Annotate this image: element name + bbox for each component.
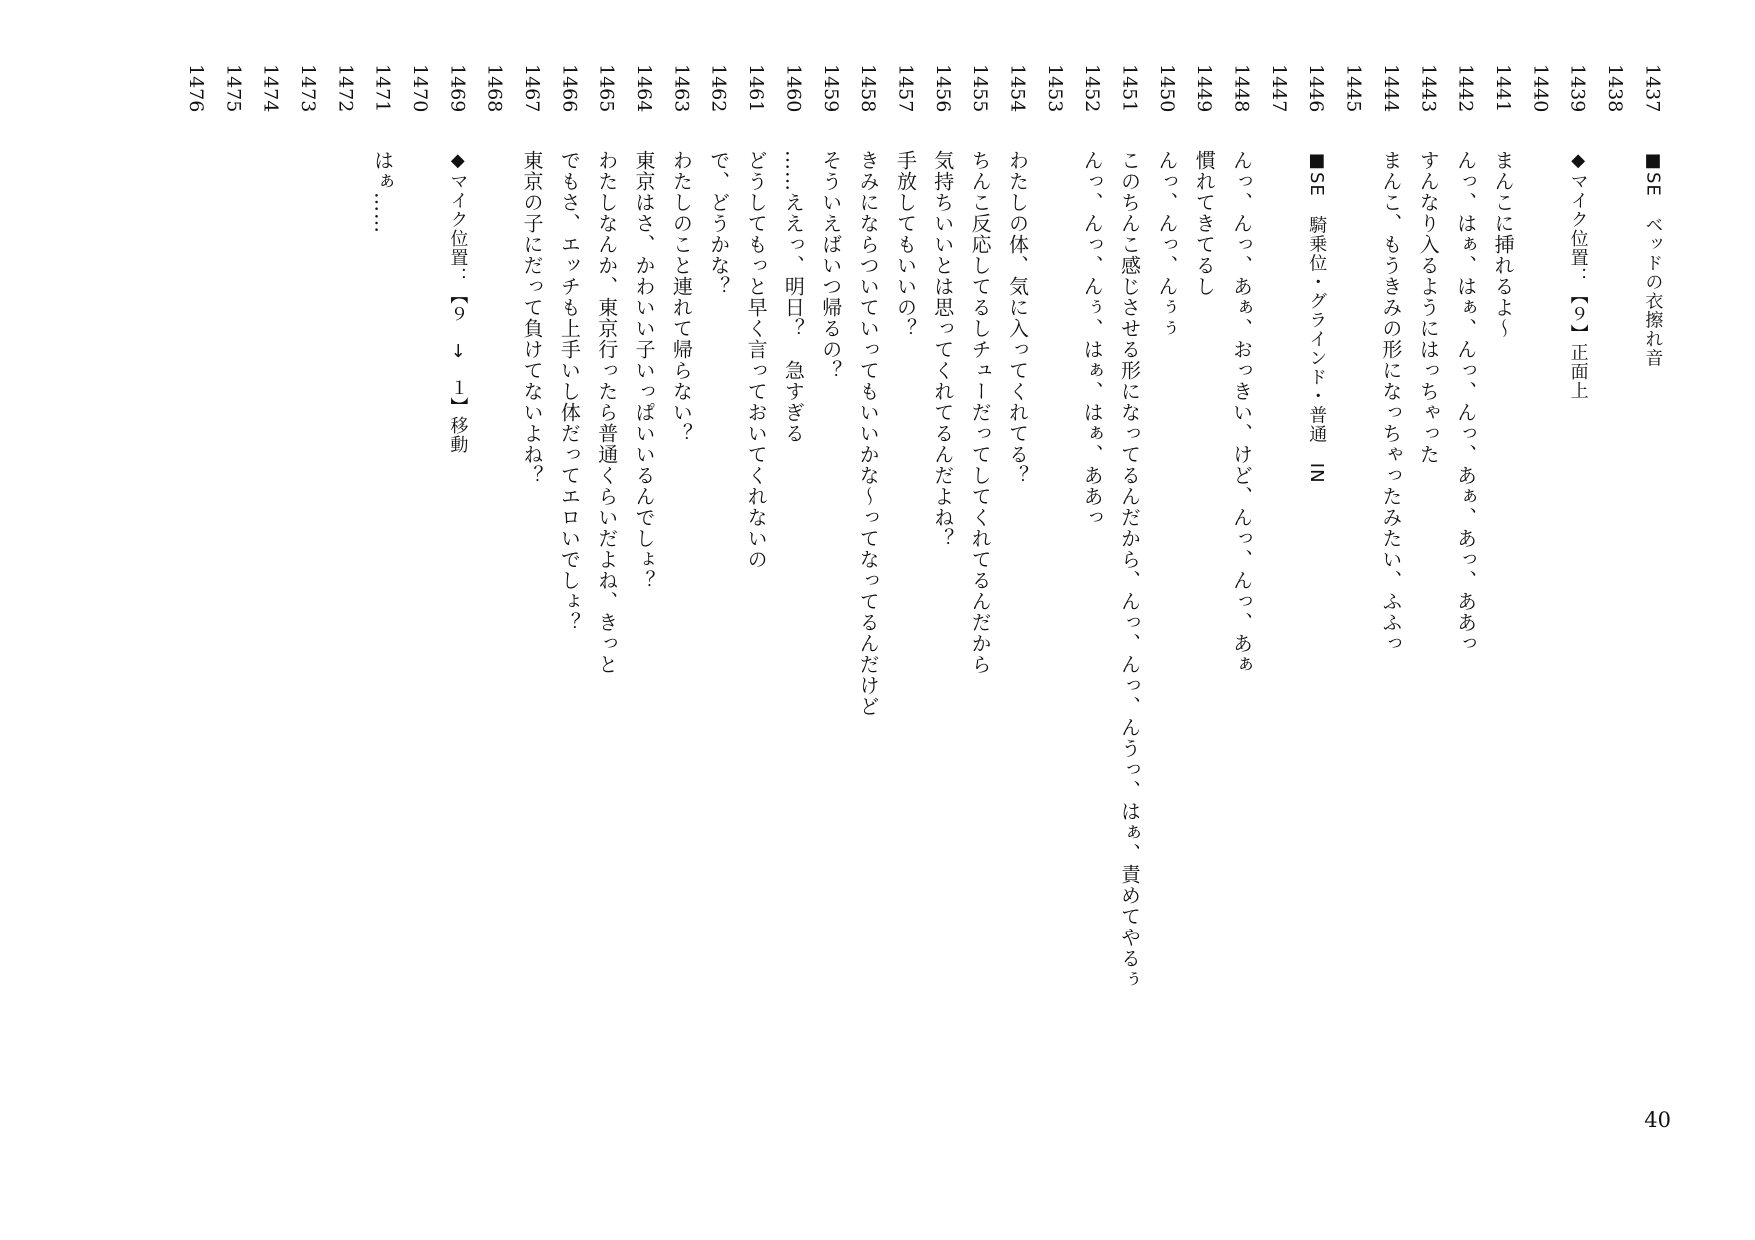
- script-line: [1111, 64, 1148, 990]
- script-line: [215, 64, 252, 150]
- line-number: 1455: [969, 64, 992, 113]
- dialogue-text: そういえばいつ帰るの？: [818, 150, 843, 381]
- line-number: 1468: [483, 64, 506, 113]
- script-line: [364, 64, 401, 234]
- dialogue-text: ちんこ反応してるしチューだってしてくれてるんだから: [968, 150, 993, 675]
- script-line: [849, 64, 886, 717]
- line-number: 1454: [1006, 64, 1029, 113]
- script-line: [625, 64, 662, 591]
- dialogue-text: 東京の子にだって負けてないよね？: [520, 150, 545, 486]
- script-line: [252, 64, 289, 150]
- line-number: 1451: [1118, 64, 1141, 113]
- script-line: [513, 64, 550, 486]
- dialogue-text: んっ、はぁ、はぁ、んっ、んっ、あぁ、あっ、ああっ: [1453, 150, 1478, 654]
- dialogue-text: んっ、んっ、んぅ、はぁ、はぁ、ああっ: [1080, 150, 1105, 528]
- script-line: [1223, 64, 1260, 675]
- script-line: [1596, 64, 1633, 150]
- line-number: 1474: [259, 64, 282, 113]
- line-number: 1445: [1342, 64, 1365, 113]
- dialogue-text: 東京はさ、かわいい子いっぱいいるんでしょ？: [632, 150, 657, 591]
- line-number: 1441: [1491, 64, 1514, 113]
- line-number: 1469: [446, 64, 469, 113]
- dialogue-text: んっ、んっ、んぅぅ: [1154, 150, 1179, 339]
- script-line: [924, 64, 961, 549]
- line-number: 1464: [633, 64, 656, 113]
- dialogue-text: でもさ、エッチも上手いし体だってエロいでしょ？: [557, 150, 582, 633]
- dialogue-text: 気持ちいいとは思ってくれてるんだよね？: [930, 150, 955, 549]
- stage-direction: ■SE 騎乗位・グラインド・普通 IN: [1306, 150, 1328, 484]
- line-number: 1449: [1193, 64, 1216, 113]
- dialogue-text: このちんこ感じさせる形になってるんだから、んっ、んっ、んうっ、はぁ、責めてやるぅ: [1117, 150, 1142, 990]
- line-number: 1437: [1641, 64, 1664, 113]
- line-number: 1458: [857, 64, 880, 113]
- dialogue-text: で、どうかな？: [706, 150, 731, 297]
- line-number: 1461: [745, 64, 768, 113]
- dialogue-text: わたしなんか、東京行ったら普通くらいだよね、きっと: [594, 150, 619, 675]
- script-line: [700, 64, 737, 297]
- line-number: 1476: [184, 64, 207, 113]
- script-line: [289, 64, 326, 150]
- script-columns: [177, 64, 1671, 990]
- line-number: 1465: [595, 64, 618, 113]
- dialogue-text: わたしの体、気に入ってくれてる？: [1005, 150, 1030, 486]
- script-line: [327, 64, 364, 150]
- line-number: 1466: [558, 64, 581, 113]
- line-number: 1453: [1043, 64, 1066, 113]
- script-line: [439, 64, 476, 454]
- script-line: [887, 64, 924, 339]
- script-line: [1335, 64, 1372, 150]
- script-line: [1484, 64, 1521, 339]
- dialogue-text: 慣れてきてるし: [1192, 150, 1217, 297]
- line-number: 1443: [1417, 64, 1440, 113]
- script-line: [1410, 64, 1447, 465]
- script-line: [476, 64, 513, 150]
- script-line: [1372, 64, 1409, 654]
- dialogue-text: ……ええっ、明日？ 急すぎる: [781, 150, 806, 444]
- script-line: [1148, 64, 1185, 339]
- script-line: [551, 64, 588, 633]
- line-number: 1456: [931, 64, 954, 113]
- line-number: 1452: [1081, 64, 1104, 113]
- dialogue-text: はぁ……: [370, 150, 395, 234]
- script-line: [663, 64, 700, 444]
- script-line: [737, 64, 774, 570]
- line-number: 1444: [1379, 64, 1402, 113]
- dialogue-text: わたしのこと連れて帰らない？: [669, 150, 694, 444]
- script-line: [1522, 64, 1559, 150]
- script-line: [1074, 64, 1111, 528]
- stage-direction: ■SE ベッドの衣擦れ音: [1642, 150, 1664, 368]
- page-number: 40: [1644, 1108, 1671, 1132]
- dialogue-text: どうしてもっと早く言っておいてくれないの: [744, 150, 769, 570]
- script-line: [775, 64, 812, 444]
- script-line: [177, 64, 214, 150]
- dialogue-text: 手放してもいいの？: [893, 150, 918, 339]
- dialogue-text: まんこに挿れるよ～: [1490, 150, 1515, 339]
- line-number: 1459: [819, 64, 842, 113]
- script-line: [401, 64, 438, 150]
- line-number: 1460: [782, 64, 805, 113]
- line-number: 1471: [371, 64, 394, 113]
- line-number: 1447: [1267, 64, 1290, 113]
- line-number: 1442: [1454, 64, 1477, 113]
- line-number: 1475: [222, 64, 245, 113]
- line-number: 1446: [1305, 64, 1328, 113]
- line-number: 1473: [296, 64, 319, 113]
- line-number: 1467: [521, 64, 544, 113]
- line-number: 1462: [707, 64, 730, 113]
- script-line: [588, 64, 625, 675]
- dialogue-text: んっ、んっ、あぁ、おっきい、けど、んっ、んっ、あぁ: [1229, 150, 1254, 675]
- script-line: [999, 64, 1036, 486]
- dialogue-text: すんなり入るようにはっちゃった: [1416, 150, 1441, 465]
- script-line: [1260, 64, 1297, 150]
- line-number: 1448: [1230, 64, 1253, 113]
- script-line: [1036, 64, 1073, 150]
- line-number: 1470: [408, 64, 431, 113]
- script-line: [1447, 64, 1484, 654]
- line-number: 1439: [1566, 64, 1589, 113]
- script-line: [1298, 64, 1335, 484]
- line-number: 1450: [1155, 64, 1178, 113]
- script-line: [812, 64, 849, 381]
- dialogue-text: まんこ、もうきみの形になっちゃったみたい、ふふっ: [1378, 150, 1403, 654]
- script-line: [961, 64, 998, 675]
- script-line: [1186, 64, 1223, 297]
- line-number: 1457: [894, 64, 917, 113]
- line-number: 1472: [334, 64, 357, 113]
- line-number: 1463: [670, 64, 693, 113]
- script-line: [1634, 64, 1671, 368]
- script-line: [1559, 64, 1596, 400]
- stage-direction: ◆マイク位置：【９】正面上: [1567, 150, 1589, 400]
- dialogue-text: きみにならついていってもいいかな～ってなってるんだけど: [856, 150, 881, 717]
- line-number: 1440: [1529, 64, 1552, 113]
- line-number: 1438: [1603, 64, 1626, 113]
- stage-direction: ◆マイク位置：【９ → １】移動: [447, 150, 469, 455]
